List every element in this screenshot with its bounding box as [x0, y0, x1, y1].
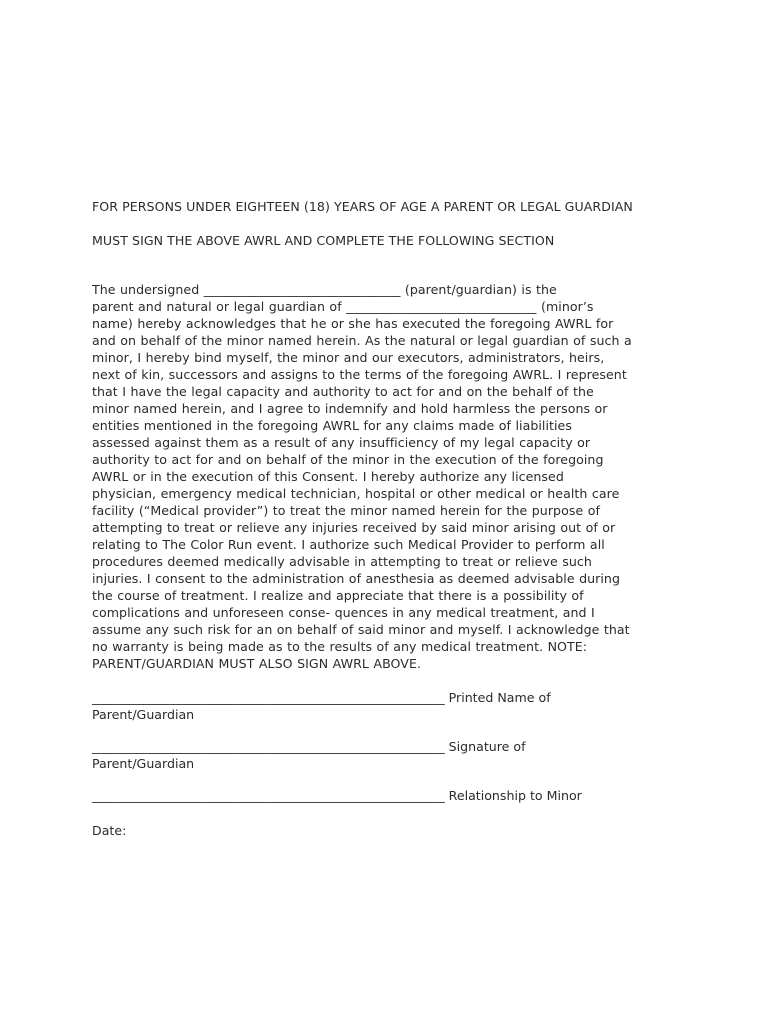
paragraph-line: procedures deemed medically advisable in attempting to treat or relieve such	[92, 554, 592, 569]
printed-name-label-2: Parent/Guardian	[92, 707, 195, 722]
consent-paragraph	[92, 281, 692, 672]
paragraph-line: The undersigned _______________________________ (parent/guardian) is the	[92, 282, 557, 297]
section-heading	[92, 181, 692, 266]
paragraph-line: entities mentioned in the foregoing AWRL for any claims made of liabilities	[92, 418, 572, 433]
printed-name-label: Printed Name of	[448, 690, 551, 705]
heading-line-2: MUST SIGN THE ABOVE AWRL AND COMPLETE THE FOLLOWING SECTION	[92, 233, 555, 248]
relationship-row	[92, 787, 692, 804]
consent-document	[92, 181, 692, 839]
relationship-line[interactable]: ________________________________________________________	[92, 788, 445, 803]
heading-line-1: FOR PERSONS UNDER EIGHTEEN (18) YEARS OF AGE A PARENT OR LEGAL GUARDIAN	[92, 199, 633, 214]
paragraph-line: PARENT/GUARDIAN MUST ALSO SIGN AWRL ABOVE.	[92, 656, 422, 671]
signature-line[interactable]: ________________________________________________________	[92, 739, 445, 754]
paragraph-line: assume any such risk for an on behalf of said minor and myself. I acknowledge that	[92, 622, 630, 637]
paragraph-line: minor, I hereby bind myself, the minor and our executors, administrators, heirs,	[92, 350, 605, 365]
signature-label: Signature of	[448, 739, 526, 754]
paragraph-line: AWRL or in the execution of this Consent. I hereby authorize any licensed	[92, 469, 564, 484]
paragraph-line: that I have the legal capacity and authority to act for and on the behalf of the	[92, 384, 594, 399]
printed-name-line[interactable]: ________________________________________________________	[92, 690, 445, 705]
paragraph-line: facility (“Medical provider”) to treat the minor named herein for the purpose of	[92, 503, 600, 518]
paragraph-line: attempting to treat or relieve any injuries received by said minor arising out of or	[92, 520, 616, 535]
paragraph-line: the course of treatment. I realize and appreciate that there is a possibility of	[92, 588, 584, 603]
paragraph-line: assessed against them as a result of any insufficiency of my legal capacity or	[92, 435, 591, 450]
date-label: Date:	[92, 823, 127, 838]
signature-label-2: Parent/Guardian	[92, 756, 195, 771]
paragraph-line: parent and natural or legal guardian of ______________________________ (minor’s	[92, 299, 594, 314]
signature-row	[92, 738, 692, 772]
paragraph-line: next of kin, successors and assigns to the terms of the foregoing AWRL. I represent	[92, 367, 627, 382]
paragraph-line: complications and unforeseen conse- quences in any medical treatment, and I	[92, 605, 595, 620]
paragraph-line: injuries. I consent to the administration of anesthesia as deemed advisable during	[92, 571, 621, 586]
paragraph-line: and on behalf of the minor named herein. As the natural or legal guardian of such a	[92, 333, 632, 348]
paragraph-line: authority to act for and on behalf of the minor in the execution of the foregoing	[92, 452, 604, 467]
paragraph-line: minor named herein, and I agree to indemnify and hold harmless the persons or	[92, 401, 608, 416]
paragraph-line: no warranty is being made as to the results of any medical treatment. NOTE:	[92, 639, 588, 654]
relationship-label: Relationship to Minor	[448, 788, 582, 803]
paragraph-line: name) hereby acknowledges that he or she has executed the foregoing AWRL for	[92, 316, 614, 331]
paragraph-line: relating to The Color Run event. I authorize such Medical Provider to perform all	[92, 537, 605, 552]
paragraph-line: physician, emergency medical technician, hospital or other medical or health care	[92, 486, 620, 501]
signature-block	[92, 689, 692, 804]
printed-name-row	[92, 689, 692, 723]
